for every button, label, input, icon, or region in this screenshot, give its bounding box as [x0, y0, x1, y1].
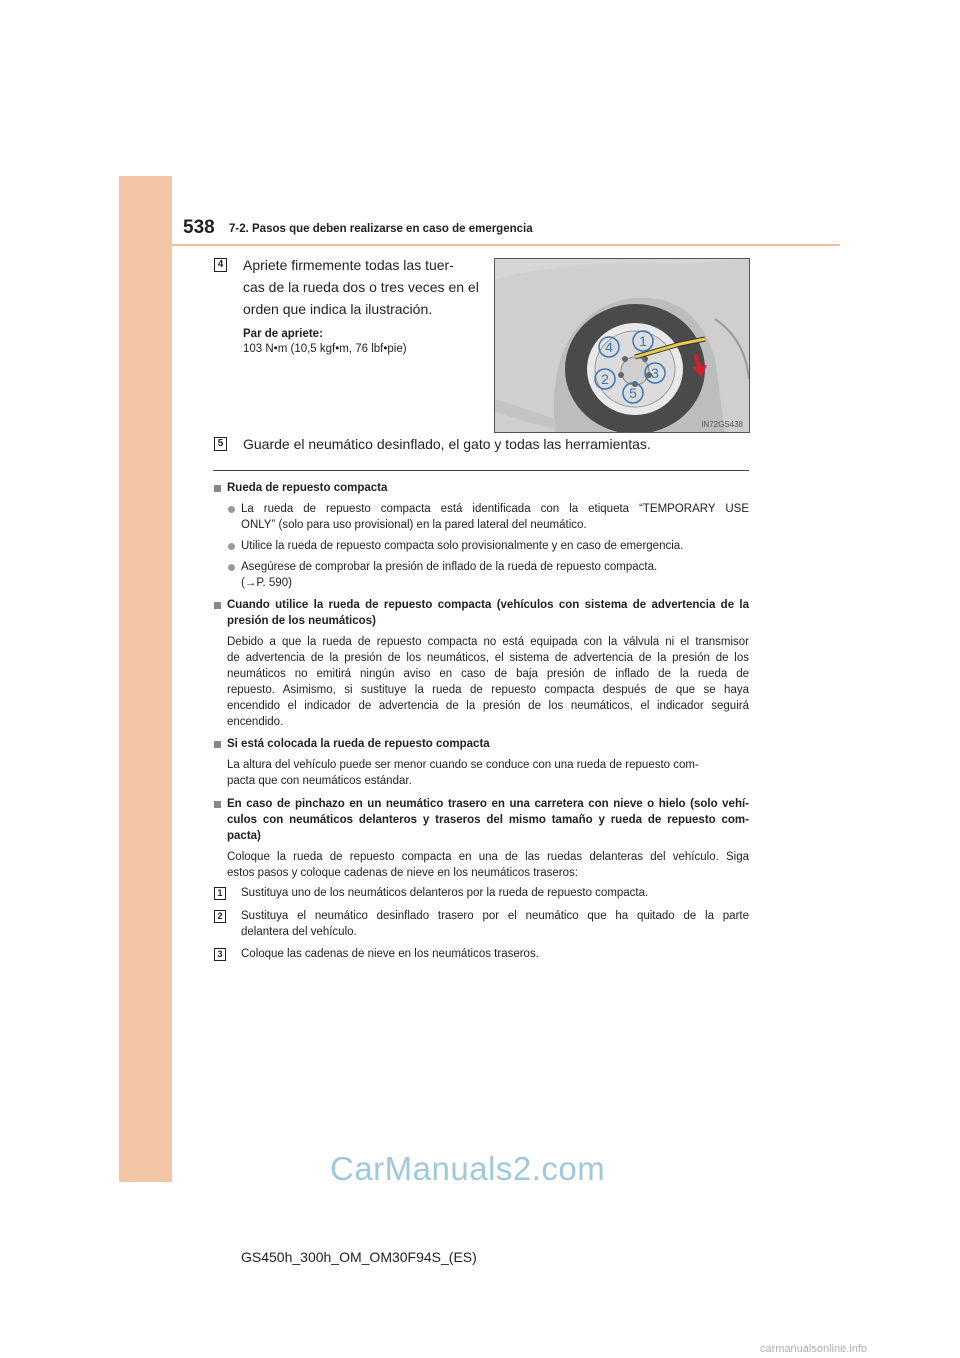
bullet-dot: [228, 543, 235, 550]
sub-step-3-text: Coloque las cadenas de nieve en los neumáticos traseros.: [241, 948, 539, 960]
s4-title-line: culos con neumáticos delanteros y traseros del mismo tamaño y rueda de repuesto com-: [227, 814, 749, 826]
step-4-line-2: cas de la rueda dos o tres veces en el: [243, 279, 479, 295]
s2-body-line: de advertencia de la presión de los neumáticos, el sistema de advertencia de la presión de los: [227, 652, 749, 664]
section-2-title-line-1: Cuando utilice la rueda de repuesto compacta (vehículos con sistema de advertencia de la: [227, 599, 749, 611]
step-4-badge: 4: [214, 258, 227, 272]
s1-bullet-3-line-1: Asegúrese de comprobar la presión de inflado de la rueda de repuesto compacta.: [241, 561, 658, 573]
section-3-body: [227, 757, 749, 789]
s4-body-line: Coloque la rueda de repuesto compacta en una de las ruedas delanteras del vehículo. Siga: [227, 851, 749, 863]
s2-body-line: encendido el indicador de advertencia de la presión de los neumáticos, el indicador seguirá: [227, 700, 749, 712]
sub-step-2-badge: 2: [214, 910, 226, 923]
page-number: 538: [183, 217, 215, 238]
sub-step-2-line-1: Sustituya el neumático desinflado trasero por el neumático que ha quitado de la parte: [241, 910, 749, 922]
section-2-title-line-2: presión de los neumáticos): [227, 615, 376, 627]
footer-code: GS450h_300h_OM_OM30F94S_(ES): [241, 1249, 477, 1265]
sub-step-3-badge: 3: [214, 948, 226, 961]
wheel-drawing: [495, 259, 749, 432]
section-marker: [214, 485, 221, 492]
bullet-dot: [228, 506, 235, 513]
s1-bullet-3: [241, 559, 657, 591]
nut-label-2: 2: [601, 371, 609, 387]
nut-label-4: 4: [605, 339, 613, 355]
s4-title-line: En caso de pinchazo en un neumático trasero en una carretera con nieve o hielo (solo vehí-: [227, 798, 749, 810]
section-2-title: [227, 597, 749, 629]
step-5-text: Guarde el neumático desinflado, el gato y todas las herramientas.: [243, 436, 651, 452]
watermark: CarManuals2.com: [330, 1150, 606, 1187]
step-4-text: [243, 254, 483, 320]
s4-body-line: estos pasos y coloque cadenas de nieve en los neumáticos traseros:: [227, 867, 578, 879]
s4-title-line: pacta): [227, 830, 261, 842]
s2-body-line: Debido a que la rueda de repuesto compacta no está equipada con la válvula ni el transmisor: [227, 636, 749, 648]
s2-body-line: neumáticos no emitirá ningún aviso en caso de baja presión de inflado de la rueda de: [227, 668, 749, 680]
side-color-band: [119, 176, 172, 1182]
section-rule: [213, 470, 749, 471]
watermark-small: carmanualsonline.info: [760, 1343, 868, 1355]
s2-body-line: repuesto. Asimismo, si sustituye la rueda de repuesto compacta después de que se haya: [227, 684, 749, 696]
torque-label: Par de apriete:: [243, 328, 323, 340]
s3-body-line: pacta que con neumáticos estándar.: [227, 775, 412, 787]
step-5-badge: 5: [214, 437, 227, 451]
wheel-illustration: [494, 258, 750, 433]
s1-bullet-1-line-2: ONLY” (solo para uso provisional) en la pared lateral del neumático.: [241, 519, 587, 531]
section-3-title: Si está colocada la rueda de repuesto compacta: [227, 738, 490, 750]
section-marker: [214, 801, 221, 808]
step-4-line-3: orden que indica la ilustración.: [243, 301, 433, 317]
section-1-title: Rueda de repuesto compacta: [227, 482, 388, 494]
section-4-body: [227, 849, 749, 881]
section-marker: [214, 741, 221, 748]
bullet-dot: [228, 564, 235, 571]
section-2-body: [227, 634, 749, 730]
s1-bullet-2: Utilice la rueda de repuesto compacta solo provisionalmente y en caso de emergencia.: [241, 540, 684, 552]
step-4-line-1: Apriete firmemente todas las tuer-: [243, 257, 454, 273]
nut-label-5: 5: [629, 385, 637, 401]
s2-body-line: encendido.: [227, 716, 284, 728]
torque-value: 103 N•m (10,5 kgf•m, 76 lbf•pie): [243, 343, 407, 355]
sub-step-2-line-2: delantera del vehículo.: [241, 926, 357, 938]
sub-step-2-text: [241, 908, 749, 940]
nut-label-3: 3: [651, 365, 659, 381]
s1-bullet-1: [241, 501, 749, 533]
section-4-title: [227, 796, 749, 844]
nut-label-1: 1: [639, 333, 647, 349]
chapter-title: 7-2. Pasos que deben realizarse en caso de emergencia: [229, 223, 533, 235]
s1-bullet-3-line-2: (→P. 590): [241, 577, 292, 589]
figure-code: IN72GS438: [701, 420, 743, 429]
s3-body-line: La altura del vehículo puede ser menor cuando se conduce con una rueda de repuesto com-: [227, 759, 699, 771]
s1-bullet-1-line-1: La rueda de repuesto compacta está identificada con la etiqueta “TEMPORARY USE: [241, 503, 749, 515]
sub-step-1-badge: 1: [214, 887, 226, 900]
section-marker: [214, 602, 221, 609]
header-rule: [172, 244, 840, 246]
sub-step-1-text: Sustituya uno de los neumáticos delanteros por la rueda de repuesto compacta.: [241, 887, 649, 899]
